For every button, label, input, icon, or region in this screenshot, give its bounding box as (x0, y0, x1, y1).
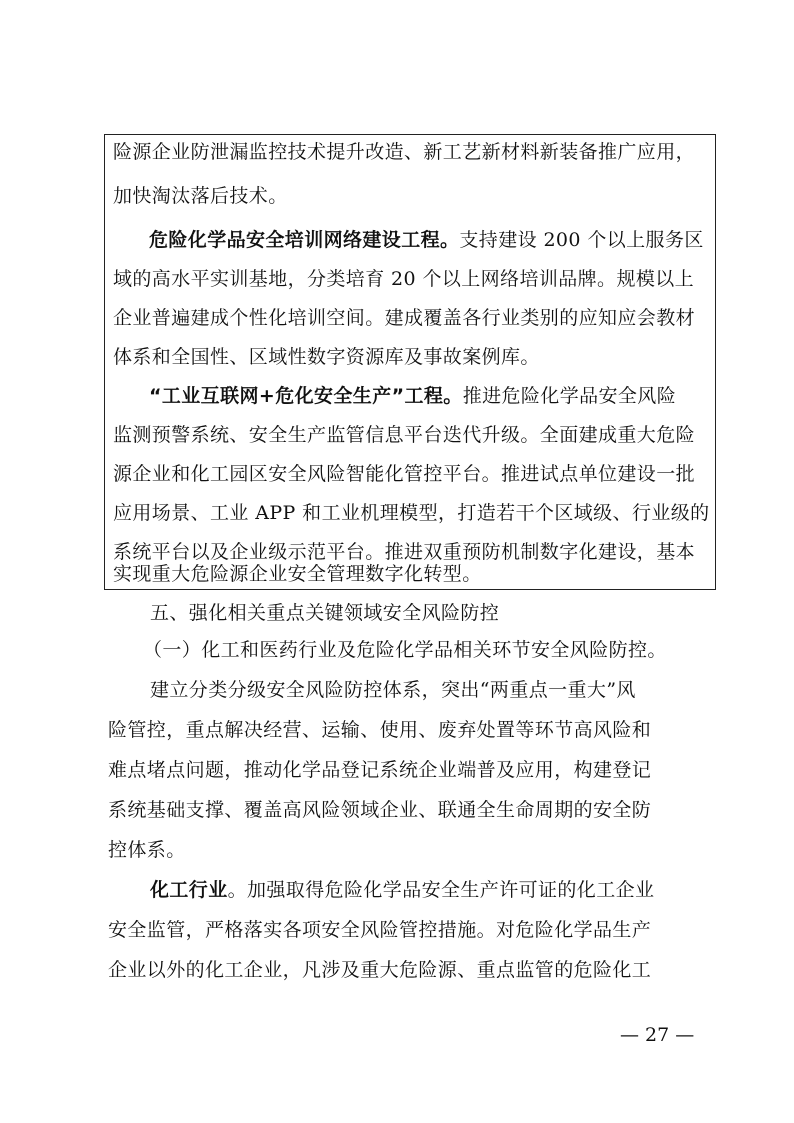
box-line-4: 域的高水平实训基地，分类培育 20 个以上网络培训品牌。规模以上 (113, 268, 695, 290)
box-line-3: 支持建设 200 个以上服务区 (459, 229, 704, 251)
heading-chemical-industry: 化工行业 (150, 879, 228, 901)
box-line-11: 系统平台以及企业级示范平台。推进双重预防机制数字化建设，基本 (113, 541, 696, 563)
box-line-7: 推进危险化学品安全风险 (462, 385, 677, 407)
box-line-5: 企业普遍建成个性化培训空间。建成覆盖各行业类别的应知应会教材 (113, 307, 696, 329)
box-line-10: 应用场景、工业 APP 和工业机理模型，打造若干个区域级、行业级的 (113, 502, 710, 524)
section-title: 五、强化相关重点关键领域安全风险防控 (150, 602, 500, 624)
box-paragraph-industrial-internet (149, 379, 676, 413)
body-line-8: 企业以外的化工企业，凡涉及重大危险源、重点监管的危险化工 (108, 959, 652, 981)
body-line-6: 。加强取得危险化学品安全生产许可证的化工企业 (227, 879, 655, 901)
boxed-section (104, 134, 716, 590)
body-line-2: 险管控，重点解决经营、运输、使用、废弃处置等环节高风险和 (108, 719, 652, 741)
box-line-12: 实现重大危险源企业安全管理数字化转型。 (113, 563, 482, 585)
body-line-4: 系统基础支撑、覆盖高风险领域企业、联通全生命周期的安全防 (108, 799, 652, 821)
page-number: — 27 — (620, 1024, 695, 1046)
body-line-7: 安全监管，严格落实各项安全风险管控措施。对危险化学品生产 (108, 919, 652, 941)
box-line-6: 体系和全国性、区域性数字资源库及事故案例库。 (113, 346, 540, 368)
body-paragraph-chemical (150, 873, 654, 907)
body-line-1: 建立分类分级安全风险防控体系，突出“两重点一重大”风 (150, 679, 636, 701)
box-line-8: 监测预警系统、安全生产监管信息平台迭代升级。全面建成重大危险 (113, 424, 696, 446)
body-line-3: 难点堵点问题，推动化学品登记系统企业端普及应用，构建登记 (108, 759, 652, 781)
body-line-5: 控体系。 (108, 839, 186, 861)
box-paragraph-training (149, 223, 704, 257)
subsection-title: （一）化工和医药行业及危险化学品相关环节安全风险防控。 (143, 639, 667, 661)
box-line-2: 加快淘汰落后技术。 (113, 185, 288, 207)
box-line-1: 险源企业防泄漏监控技术提升改造、新工艺新材料新装备推广应用， (113, 141, 696, 163)
heading-industrial-internet: “工业互联网+危化安全生产”工程。 (149, 385, 463, 407)
box-line-9: 源企业和化工园区安全风险智能化管控平台。推进试点单位建设一批 (113, 463, 696, 485)
heading-training-network: 危险化学品安全培训网络建设工程。 (149, 229, 460, 251)
